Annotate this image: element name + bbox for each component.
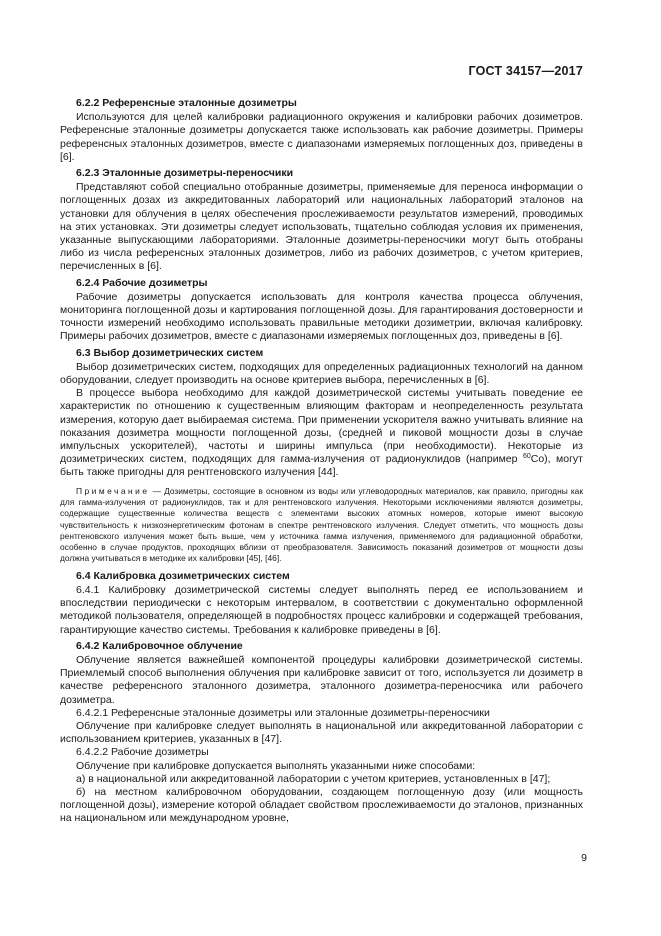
paragraph-text: Co), могут быть также пригодны для рентгеновского излучения [44]. <box>60 453 583 479</box>
section-6-2-3-title: 6.2.3 Эталонные дозиметры-переносчики <box>76 167 294 180</box>
section-6-2-4-title: 6.2.4 Рабочие дозиметры <box>76 276 208 289</box>
section-6-4-2-1-title: 6.4.2.1 Референсные эталонные дозиметры или эталонные дозиметры-переносчики <box>76 706 490 719</box>
list-item-b: б) на местном калибровочном оборудовании, создающем поглощенную дозу (или мощность поглощенной дозы), измерение которой обладает свойством прослеживаемости до эталонов, признанных на национальном или международном уровне, <box>60 786 583 825</box>
section-6-2-4-paragraph: Рабочие дозиметры допускается использовать для контроля качества процесса облучения, мониторинга поглощенной дозы и картирования поглощенной дозы. Для гарантирования достоверности и точности измерений необходимо использовать правильные методики дозиметрии, включая калибровку. Примеры рабочих дозиметров, вместе с диапазонами измеряемых поглощенных доз, приведены в [6]. <box>60 290 583 343</box>
document-body <box>60 94 583 826</box>
page-number: 9 <box>581 852 587 864</box>
section-6-4-1-paragraph: 6.4.1 Калибровку дозиметрической системы следует выполнять перед ее использованием и впоследствии периодически с некоторым интервалом, в соответствии с документально оформленной методикой пользователя, определяющей в подробностях процесс калибровки и содержащей требования, гарантирующие качество системы. Требования к калибровке приведены в [6]. <box>60 583 583 636</box>
section-6-2-2-title: 6.2.2 Референсные эталонные дозиметры <box>76 97 297 109</box>
paragraph-text: В процессе выбора необходимо для каждой дозиметрической системы учитывать поведение ее характеристик по отношению к существенным влияющим факторам и неопределенность результата измерения, которую дает выбираемая система. При применении ускорителя важно учитывать влияние на показания дозиметра мощности поглощенной дозы, (средней и пиковой мощности дозы в случае импульсных ускорителей), частоты и ширины импульса (при необходимости). Некоторые из дозиметрических систем, подходящих для гамма-излучения от радионуклидов (например <box>60 387 583 466</box>
section-6-3-paragraph-1: Выбор дозиметрических систем, подходящих для определенных радиационных технологий на данном оборудовании, следует производить на основе критериев выбора, перечисленных в [6]. <box>60 360 583 387</box>
section-6-4-2-title: 6.4.2 Калибровочное облучение <box>76 639 243 652</box>
section-6-4-2-paragraph: Облучение является важнейшей компонентой процедуры калибровки дозиметрической системы. Приемлемый способ выполнения облучения при калибровке зависит от того, используется ли дозиметр в качестве референсного эталонного дозиметра, эталонного дозиметра-переносчика или рабочего дозиметра. <box>60 653 583 706</box>
standard-header: ГОСТ 34157—2017 <box>468 64 583 78</box>
section-6-3-paragraph-2 <box>60 387 583 479</box>
list-item-a: а) в национальной или аккредитованной лаборатории с учетом критериев, установленных в [47]; <box>76 772 551 785</box>
note-label: Примечание <box>76 485 150 496</box>
section-6-4-title: 6.4 Калибровка дозиметрических систем <box>76 569 290 582</box>
section-6-4-2-2-title: 6.4.2.2 Рабочие дозиметры <box>76 746 209 759</box>
section-6-4-2-1-paragraph: Облучение при калибровке следует выполнять в национальной или аккредитованной лаборатории с использованием критериев, указанных в [47]. <box>60 720 583 746</box>
section-6-3-title: 6.3 Выбор дозиметрических систем <box>76 346 264 359</box>
isotope-mass-number: 60 <box>522 453 531 461</box>
section-6-2-2-paragraph: Используются для целей калибровки радиационного окружения и калибровки рабочих дозиметров. Референсные эталонные дозиметры допускается также использовать как рабочие дозиметры. Примеры референсных эталонных дозиметров, вместе с диапазонами измеряемых поглощенных доз, приведены в [6]. <box>60 111 583 163</box>
section-6-4-2-2-paragraph: Облучение при калибровке допускается выполнять указанными ниже способами: <box>76 759 476 772</box>
note-text: — Дозиметры, состоящие в основном из воды или углеводородных материалов, как правило, пригодны как для гамма-излучения от радионуклидов, так и для рентгеновского излучения. Некоторыми исключениями являются дозиметры, содержащие существенные количества веществ с элементами высоких атомных номеров, которые имеют высокую чувствительность к низкоэнергетическим фотонам в спектре рентгеновского излучения. Следует отметить, что мощность дозы рентгеновского излучения может быть выше, чем у источника гамма излучения, применяемого для радиационной обработки, особенно в случае продуктов, проходящих вблизи от преобразователя. Зависимость показаний дозиметров от мощности дозы должна учитываться в методике их калибровки [45], [46]. <box>60 485 583 564</box>
section-6-2-3-paragraph: Представляют собой специально отобранные дозиметры, применяемые для переноса информации о поглощенных дозах из аккредитованных лабораторий или национальных лабораторий эталонов на установки для облучения в целях обеспечения прослеживаемости результатов измерений, проводимых на этих установках. Эти дозиметры следует использовать, тщательно соблюдая условия их применения, указанные выпускающими лабораториями. Эталонные дозиметры-переносчики могут быть отобраны либо из числа референсных эталонных дозиметров, либо из рабочих дозиметров, с учетом критериев, перечисленных в [6]. <box>60 181 583 273</box>
note <box>60 486 583 565</box>
